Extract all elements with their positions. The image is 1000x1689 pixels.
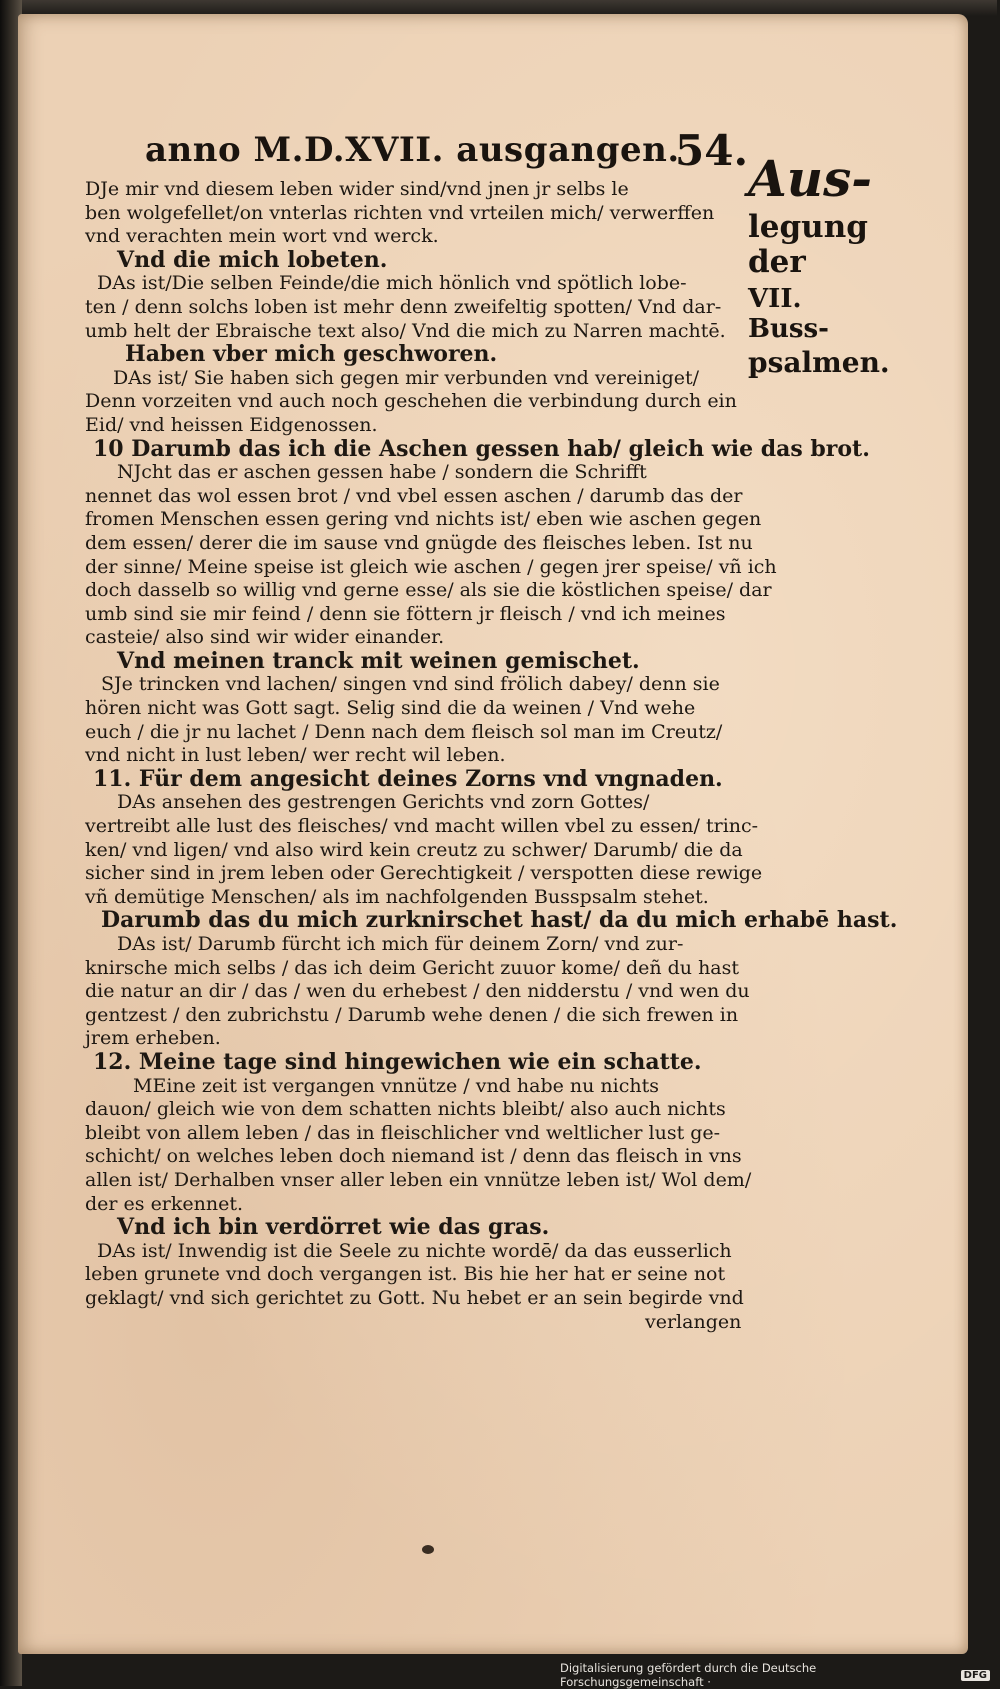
text-line: SJe trincken vnd lachen/ singen vnd sind frölich dabey/ denn sie xyxy=(101,673,720,696)
text-line: ben wolgefellet/on vnterlas richten vnd vrteilen mich/ verwerffen xyxy=(85,201,715,224)
text-line: hören nicht was Gott sagt. Selig sind die da weinen / Vnd wehe xyxy=(85,697,696,720)
margin-title xyxy=(748,149,890,379)
text-line: fromen Menschen essen gering vnd nichts ist/ eben wie aschen gegen xyxy=(85,508,762,531)
text-line: jrem erheben. xyxy=(85,1027,221,1050)
text-line: DAs ansehen des gestrengen Gerichts vnd zorn Gottes/ xyxy=(117,791,650,814)
text-line: bleibt von allem leben / das in fleischlicher vnd weltlicher lust ge- xyxy=(85,1121,721,1144)
margin-title-line: psalmen. xyxy=(748,345,890,379)
text-line: doch dasselb so willig vnd gerne esse/ als sie die köstlichen speise/ dar xyxy=(85,579,772,602)
text-line: ten / denn solchs loben ist mehr denn zweifeltig spotten/ Vnd dar- xyxy=(85,295,722,318)
text-line: ken/ vnd ligen/ vnd also wird kein creutz zu schwer/ Darumb/ die da xyxy=(85,838,743,861)
credit-text: Digitalisierung gefördert durch die Deutsche Forschungsgemeinschaft · xyxy=(560,1661,817,1689)
text-line: Eid/ vnd heissen Eidgenossen. xyxy=(85,413,378,436)
text-line: vnd verachten mein wort vnd werck. xyxy=(85,225,439,248)
verse-heading: 11. Für dem angesicht deines Zorns vnd vngnaden. xyxy=(93,765,723,792)
text-line: dauon/ gleich wie von dem schatten nichts bleibt/ also auch nichts xyxy=(85,1098,726,1121)
running-head: anno M.D.XVII. ausgangen. xyxy=(145,130,680,170)
text-line: gentzest / den zubrichstu / Darumb wehe denen / die sich frewen in xyxy=(85,1003,739,1026)
text-line: DAs ist/ Sie haben sich gegen mir verbunden vnd vereiniget/ xyxy=(113,366,700,389)
text-line: der es erkennet. xyxy=(85,1192,244,1215)
margin-title-line: legung der xyxy=(748,208,868,281)
verse-heading: Darumb das du mich zurknirschet hast/ da du mich erhabē hast. xyxy=(101,907,898,934)
margin-title-line: Aus- xyxy=(748,149,873,208)
text-line: Denn vorzeiten vnd auch noch geschehen die verbindung durch ein xyxy=(85,390,737,413)
text-line: DAs ist/ Inwendig ist die Seele zu nichte wordē/ da das eusserlich xyxy=(97,1239,732,1262)
text-line: sicher sind in jrem leben oder Gerechtigkeit / verspotten diese rewige xyxy=(85,862,763,885)
text-line: vnd nicht in lust leben/ wer recht wil leben. xyxy=(85,744,506,767)
text-line: casteie/ also sind wir wider einander. xyxy=(85,626,445,649)
margin-title-line: VII. Buss- xyxy=(748,283,829,344)
text-line: allen ist/ Derhalben vnser aller leben ein vnnütze leben ist/ Wol dem/ xyxy=(85,1168,752,1191)
text-line: die natur an dir / das / wen du erhebest / den nidderstu / vnd wen du xyxy=(85,980,750,1003)
catchword: verlangen xyxy=(645,1310,742,1333)
text-line: vertreibt alle lust des fleisches/ vnd macht willen vbel zu essen/ trinc- xyxy=(85,815,759,838)
text-line: dem essen/ derer die im sause vnd gnügde des fleisches leben. Ist nu xyxy=(85,531,753,554)
text-line: umb sind sie mir feind / denn sie föttern jr fleisch / vnd ich meines xyxy=(85,602,726,625)
library-stamp-dot xyxy=(422,1545,434,1554)
text-line: schicht/ on welches leben doch niemand ist / denn das fleisch in vns xyxy=(85,1145,742,1168)
text-line: vñ demütige Menschen/ als im nachfolgenden Busspsalm stehet. xyxy=(85,885,709,908)
folio-number: 54. xyxy=(675,126,749,175)
verse-heading: Vnd ich bin verdörret wie das gras. xyxy=(117,1214,550,1241)
verse-heading: Haben vber mich geschworen. xyxy=(125,341,498,368)
verse-heading: Vnd die mich lobeten. xyxy=(117,246,388,273)
text-line: umb helt der Ebraische text also/ Vnd die mich zu Narren machtē. xyxy=(85,319,726,342)
text-line: nennet das wol essen brot / vnd vbel essen aschen / darumb das der xyxy=(85,484,743,507)
verse-heading: 10 Darumb das ich die Aschen gessen hab/ gleich wie das brot. xyxy=(93,435,870,462)
verse-heading: 12. Meine tage sind hingewichen wie ein schatte. xyxy=(93,1048,702,1075)
text-line: der sinne/ Meine speise ist gleich wie aschen / gegen jrer speise/ vñ ich xyxy=(85,555,777,578)
text-line: DJe mir vnd diesem leben wider sind/vnd jnen jr selbs le xyxy=(85,178,629,200)
digitization-credit xyxy=(560,1661,990,1689)
verse-heading: Vnd meinen tranck mit weinen gemischet. xyxy=(117,647,640,674)
text-line: DAs ist/Die selben Feinde/die mich hönlich vnd spötlich lobe- xyxy=(97,272,687,295)
text-line: DAs ist/ Darumb fürcht ich mich für deinem Zorn/ vnd zur- xyxy=(117,933,684,955)
text-line: knirsche mich selbs / das ich deim Gericht zuuor kome/ deñ du hast xyxy=(85,956,740,979)
dfg-logo: DFG xyxy=(961,1670,990,1681)
text-line: MEine zeit ist vergangen vnnütze / vnd habe nu nichts xyxy=(133,1074,659,1097)
text-line: geklagt/ vnd sich gerichtet zu Gott. Nu hebet er an sein begirde vnd xyxy=(85,1286,744,1309)
text-line: NJcht das er aschen gessen habe / sondern die Schrifft xyxy=(117,461,647,484)
text-line: euch / die jr nu lachet / Denn nach dem fleisch sol man im Creutz/ xyxy=(85,720,723,743)
text-line: leben grunete vnd doch vergangen ist. Bis hie her hat er seine not xyxy=(85,1263,726,1286)
page-header xyxy=(145,126,749,180)
